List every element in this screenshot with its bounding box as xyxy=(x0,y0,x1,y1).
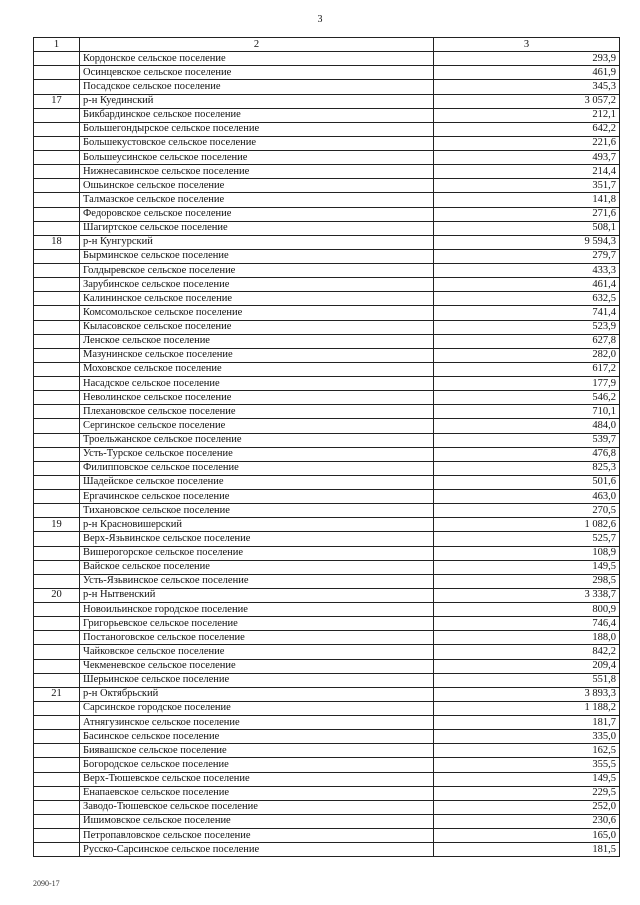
settlement-name-cell: Посадское сельское поселение xyxy=(80,80,434,94)
value-cell: 642,2 xyxy=(434,122,620,136)
table-row xyxy=(34,659,620,673)
table-row xyxy=(34,631,620,645)
value-cell: 825,3 xyxy=(434,461,620,475)
settlement-name-cell: Русско-Сарсинское сельское поселение xyxy=(80,843,434,857)
table-row xyxy=(34,504,620,518)
settlement-name-cell: Верх-Тюшевское сельское поселение xyxy=(80,772,434,786)
value-cell: 546,2 xyxy=(434,391,620,405)
row-number-cell xyxy=(34,800,80,814)
value-cell: 508,1 xyxy=(434,221,620,235)
settlement-name-cell: Усть-Турское сельское поселение xyxy=(80,447,434,461)
settlement-name-cell: р-н Кунгурский xyxy=(80,235,434,249)
settlement-name-cell: Заводо-Тюшевское сельское поселение xyxy=(80,800,434,814)
table-row xyxy=(34,518,620,532)
row-number-cell xyxy=(34,278,80,292)
value-cell: 741,4 xyxy=(434,306,620,320)
value-cell: 279,7 xyxy=(434,249,620,263)
table-row xyxy=(34,348,620,362)
table-row xyxy=(34,165,620,179)
table-row xyxy=(34,334,620,348)
value-cell: 9 594,3 xyxy=(434,235,620,249)
table-row xyxy=(34,546,620,560)
settlement-name-cell: Ишимовское сельское поселение xyxy=(80,814,434,828)
settlement-name-cell: р-н Октябрьский xyxy=(80,687,434,701)
settlement-name-cell: Большеусинское сельское поселение xyxy=(80,151,434,165)
table-row xyxy=(34,447,620,461)
row-number-cell: 19 xyxy=(34,518,80,532)
value-cell: 501,6 xyxy=(434,475,620,489)
row-number-cell xyxy=(34,151,80,165)
value-cell: 1 082,6 xyxy=(434,518,620,532)
table-row xyxy=(34,362,620,376)
value-cell: 351,7 xyxy=(434,179,620,193)
row-number-cell xyxy=(34,758,80,772)
table-row xyxy=(34,278,620,292)
row-number-cell xyxy=(34,193,80,207)
row-number-cell xyxy=(34,574,80,588)
table-row xyxy=(34,645,620,659)
row-number-cell xyxy=(34,52,80,66)
table-row xyxy=(34,588,620,602)
table-row xyxy=(34,490,620,504)
row-number-cell xyxy=(34,603,80,617)
table-row xyxy=(34,122,620,136)
settlement-name-cell: Большекустовское сельское поселение xyxy=(80,136,434,150)
row-number-cell xyxy=(34,66,80,80)
settlement-name-cell: Ергачинское сельское поселение xyxy=(80,490,434,504)
row-number-cell xyxy=(34,348,80,362)
settlement-name-cell: Григорьевское сельское поселение xyxy=(80,617,434,631)
value-cell: 282,0 xyxy=(434,348,620,362)
row-number-cell xyxy=(34,320,80,334)
settlement-name-cell: Федоровское сельское поселение xyxy=(80,207,434,221)
row-number-cell xyxy=(34,546,80,560)
settlement-name-cell: Зарубинское сельское поселение xyxy=(80,278,434,292)
table-row xyxy=(34,603,620,617)
table-row xyxy=(34,843,620,857)
row-number-cell xyxy=(34,673,80,687)
row-number-cell xyxy=(34,391,80,405)
value-cell: 141,8 xyxy=(434,193,620,207)
settlement-name-cell: Сергинское сельское поселение xyxy=(80,419,434,433)
settlement-name-cell: Осинцевское сельское поселение xyxy=(80,66,434,80)
value-cell: 252,0 xyxy=(434,800,620,814)
row-number-cell xyxy=(34,108,80,122)
settlement-name-cell: р-н Красновишерский xyxy=(80,518,434,532)
budget-table xyxy=(33,37,620,857)
settlement-name-cell: р-н Нытвенский xyxy=(80,588,434,602)
row-number-cell: 17 xyxy=(34,94,80,108)
header-col-2: 2 xyxy=(80,38,434,52)
row-number-cell xyxy=(34,264,80,278)
row-number-cell xyxy=(34,744,80,758)
row-number-cell xyxy=(34,221,80,235)
value-cell: 461,9 xyxy=(434,66,620,80)
table-row xyxy=(34,829,620,843)
settlement-name-cell: Чекменевское сельское поселение xyxy=(80,659,434,673)
row-number-cell xyxy=(34,645,80,659)
settlement-name-cell: Новоильинское городское поселение xyxy=(80,603,434,617)
row-number-cell xyxy=(34,362,80,376)
table-body xyxy=(34,52,620,857)
settlement-name-cell: Мазунинское сельское поселение xyxy=(80,348,434,362)
settlement-name-cell: Биявашское сельское поселение xyxy=(80,744,434,758)
table-row xyxy=(34,207,620,221)
table-row xyxy=(34,193,620,207)
settlement-name-cell: Ошьинское сельское поселение xyxy=(80,179,434,193)
value-cell: 108,9 xyxy=(434,546,620,560)
settlement-name-cell: Постаноговское сельское поселение xyxy=(80,631,434,645)
settlement-name-cell: Комсомольское сельское поселение xyxy=(80,306,434,320)
value-cell: 214,4 xyxy=(434,165,620,179)
value-cell: 551,8 xyxy=(434,673,620,687)
value-cell: 632,5 xyxy=(434,292,620,306)
table-row xyxy=(34,235,620,249)
settlement-name-cell: Басинское сельское поселение xyxy=(80,730,434,744)
table-row xyxy=(34,532,620,546)
table-row xyxy=(34,292,620,306)
table-row xyxy=(34,221,620,235)
header-col-3: 3 xyxy=(434,38,620,52)
value-cell: 627,8 xyxy=(434,334,620,348)
row-number-cell: 18 xyxy=(34,235,80,249)
settlement-name-cell: Чайковское сельское поселение xyxy=(80,645,434,659)
value-cell: 181,7 xyxy=(434,716,620,730)
settlement-name-cell: р-н Куединский xyxy=(80,94,434,108)
value-cell: 523,9 xyxy=(434,320,620,334)
value-cell: 433,3 xyxy=(434,264,620,278)
value-cell: 1 188,2 xyxy=(434,701,620,715)
table-row xyxy=(34,52,620,66)
row-number-cell xyxy=(34,292,80,306)
row-number-cell xyxy=(34,716,80,730)
table-row xyxy=(34,433,620,447)
table-row xyxy=(34,461,620,475)
row-number-cell xyxy=(34,419,80,433)
row-number-cell xyxy=(34,334,80,348)
table-row xyxy=(34,179,620,193)
row-number-cell xyxy=(34,814,80,828)
row-number-cell xyxy=(34,504,80,518)
table-row xyxy=(34,151,620,165)
table-row xyxy=(34,772,620,786)
table-row xyxy=(34,264,620,278)
table-row xyxy=(34,405,620,419)
table-row xyxy=(34,475,620,489)
value-cell: 271,6 xyxy=(434,207,620,221)
value-cell: 463,0 xyxy=(434,490,620,504)
row-number-cell xyxy=(34,136,80,150)
value-cell: 188,0 xyxy=(434,631,620,645)
row-number-cell xyxy=(34,122,80,136)
table-row xyxy=(34,320,620,334)
table-row xyxy=(34,786,620,800)
table-row xyxy=(34,617,620,631)
settlement-name-cell: Сарсинское городское поселение xyxy=(80,701,434,715)
row-number-cell xyxy=(34,461,80,475)
table-row xyxy=(34,673,620,687)
value-cell: 162,5 xyxy=(434,744,620,758)
settlement-name-cell: Кыласовское сельское поселение xyxy=(80,320,434,334)
settlement-name-cell: Петропавловское сельское поселение xyxy=(80,829,434,843)
settlement-name-cell: Плехановское сельское поселение xyxy=(80,405,434,419)
row-number-cell xyxy=(34,249,80,263)
table-row xyxy=(34,701,620,715)
table-row xyxy=(34,249,620,263)
row-number-cell xyxy=(34,659,80,673)
settlement-name-cell: Шерьинское сельское поселение xyxy=(80,673,434,687)
row-number-cell xyxy=(34,433,80,447)
settlement-name-cell: Атнягузинское сельское поселение xyxy=(80,716,434,730)
settlement-name-cell: Верх-Язьвинское сельское поселение xyxy=(80,532,434,546)
settlement-name-cell: Ленское сельское поселение xyxy=(80,334,434,348)
row-number-cell xyxy=(34,701,80,715)
row-number-cell xyxy=(34,772,80,786)
settlement-name-cell: Енапаевское сельское поселение xyxy=(80,786,434,800)
table-row xyxy=(34,80,620,94)
settlement-name-cell: Неволинское сельское поселение xyxy=(80,391,434,405)
table-row xyxy=(34,716,620,730)
table-row xyxy=(34,814,620,828)
value-cell: 710,1 xyxy=(434,405,620,419)
row-number-cell xyxy=(34,306,80,320)
row-number-cell: 20 xyxy=(34,588,80,602)
row-number-cell xyxy=(34,560,80,574)
table-row xyxy=(34,306,620,320)
row-number-cell xyxy=(34,532,80,546)
value-cell: 165,0 xyxy=(434,829,620,843)
row-number-cell xyxy=(34,207,80,221)
settlement-name-cell: Шагиртское сельское поселение xyxy=(80,221,434,235)
table-row xyxy=(34,730,620,744)
row-number-cell xyxy=(34,631,80,645)
settlement-name-cell: Вишерогорское сельское поселение xyxy=(80,546,434,560)
row-number-cell xyxy=(34,447,80,461)
settlement-name-cell: Моховское сельское поселение xyxy=(80,362,434,376)
table-row xyxy=(34,108,620,122)
value-cell: 800,9 xyxy=(434,603,620,617)
value-cell: 149,5 xyxy=(434,772,620,786)
table-row xyxy=(34,574,620,588)
settlement-name-cell: Филипповское сельское поселение xyxy=(80,461,434,475)
value-cell: 345,3 xyxy=(434,80,620,94)
value-cell: 3 338,7 xyxy=(434,588,620,602)
value-cell: 293,9 xyxy=(434,52,620,66)
value-cell: 221,6 xyxy=(434,136,620,150)
value-cell: 270,5 xyxy=(434,504,620,518)
table-row xyxy=(34,66,620,80)
value-cell: 212,1 xyxy=(434,108,620,122)
table-row xyxy=(34,687,620,701)
settlement-name-cell: Вайское сельское поселение xyxy=(80,560,434,574)
value-cell: 493,7 xyxy=(434,151,620,165)
row-number-cell xyxy=(34,730,80,744)
row-number-cell xyxy=(34,80,80,94)
value-cell: 335,0 xyxy=(434,730,620,744)
row-number-cell xyxy=(34,475,80,489)
table-row xyxy=(34,800,620,814)
row-number-cell xyxy=(34,165,80,179)
value-cell: 539,7 xyxy=(434,433,620,447)
row-number-cell xyxy=(34,490,80,504)
value-cell: 842,2 xyxy=(434,645,620,659)
row-number-cell xyxy=(34,405,80,419)
row-number-cell xyxy=(34,617,80,631)
row-number-cell xyxy=(34,377,80,391)
value-cell: 298,5 xyxy=(434,574,620,588)
value-cell: 181,5 xyxy=(434,843,620,857)
row-number-cell xyxy=(34,786,80,800)
settlement-name-cell: Калининское сельское поселение xyxy=(80,292,434,306)
settlement-name-cell: Усть-Язьвинское сельское поселение xyxy=(80,574,434,588)
value-cell: 229,5 xyxy=(434,786,620,800)
page-number: 3 xyxy=(317,14,323,25)
value-cell: 476,8 xyxy=(434,447,620,461)
table-row xyxy=(34,136,620,150)
table-row xyxy=(34,560,620,574)
table-row xyxy=(34,744,620,758)
table-row xyxy=(34,377,620,391)
value-cell: 525,7 xyxy=(434,532,620,546)
value-cell: 230,6 xyxy=(434,814,620,828)
row-number-cell xyxy=(34,829,80,843)
settlement-name-cell: Троельжанское сельское поселение xyxy=(80,433,434,447)
value-cell: 149,5 xyxy=(434,560,620,574)
table-row xyxy=(34,758,620,772)
value-cell: 209,4 xyxy=(434,659,620,673)
value-cell: 177,9 xyxy=(434,377,620,391)
value-cell: 484,0 xyxy=(434,419,620,433)
settlement-name-cell: Нижнесавинское сельское поселение xyxy=(80,165,434,179)
settlement-name-cell: Голдыревское сельское поселение xyxy=(80,264,434,278)
settlement-name-cell: Шадейское сельское поселение xyxy=(80,475,434,489)
row-number-cell xyxy=(34,179,80,193)
settlement-name-cell: Большегондырское сельское поселение xyxy=(80,122,434,136)
settlement-name-cell: Кордонское сельское поселение xyxy=(80,52,434,66)
settlement-name-cell: Бикбардинское сельское поселение xyxy=(80,108,434,122)
value-cell: 3 893,3 xyxy=(434,687,620,701)
value-cell: 3 057,2 xyxy=(434,94,620,108)
table-row xyxy=(34,419,620,433)
table-row xyxy=(34,94,620,108)
row-number-cell xyxy=(34,843,80,857)
settlement-name-cell: Насадское сельское поселение xyxy=(80,377,434,391)
value-cell: 617,2 xyxy=(434,362,620,376)
table-header-row xyxy=(34,38,620,52)
table-row xyxy=(34,391,620,405)
settlement-name-cell: Талмазское сельское поселение xyxy=(80,193,434,207)
value-cell: 746,4 xyxy=(434,617,620,631)
value-cell: 355,5 xyxy=(434,758,620,772)
settlement-name-cell: Бырминское сельское поселение xyxy=(80,249,434,263)
settlement-name-cell: Богородское сельское поселение xyxy=(80,758,434,772)
document-code: 2090-17 xyxy=(33,879,60,888)
row-number-cell: 21 xyxy=(34,687,80,701)
value-cell: 461,4 xyxy=(434,278,620,292)
header-col-1: 1 xyxy=(34,38,80,52)
settlement-name-cell: Тихановское сельское поселение xyxy=(80,504,434,518)
